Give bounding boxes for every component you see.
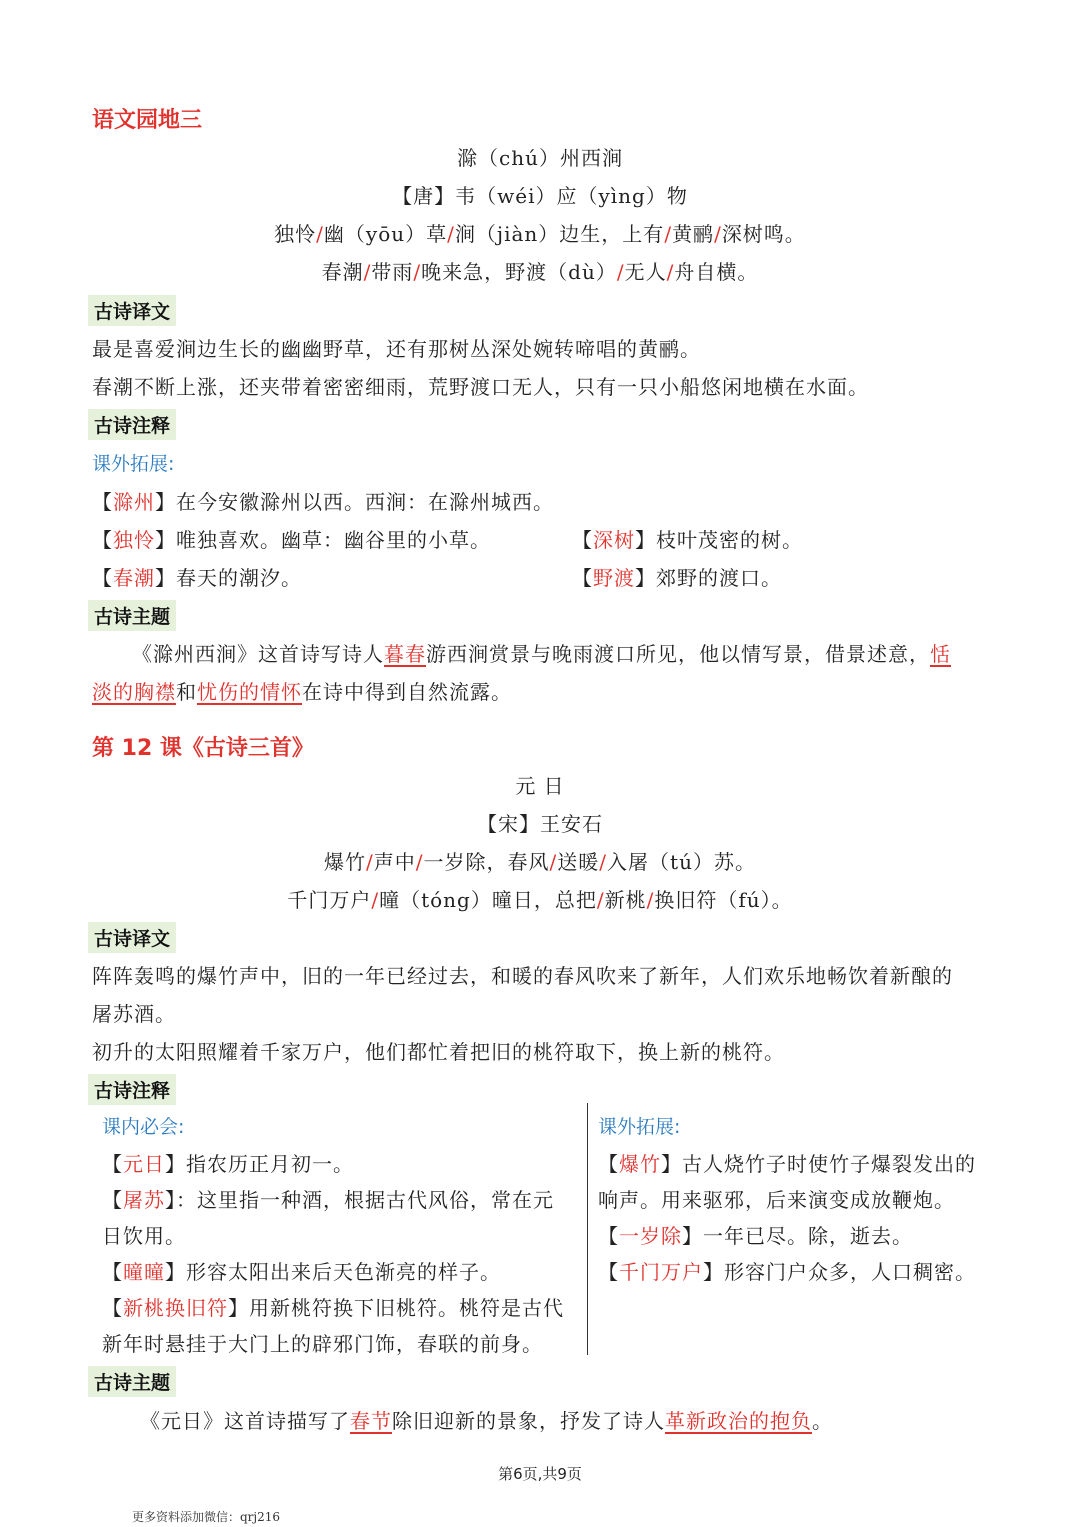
extra-label: 课外拓展: [92,453,175,475]
poem-line-1: 独怜/幽（yōu）草/涧（jiàn）边生，上有/黄鹂/深树鸣。 [274,222,806,246]
note-item: 【独怜】唯独喜欢。幽草：幽谷里的小草。 [92,528,491,552]
note-item: 【春潮】春天的潮汐。 [92,566,302,590]
translation-tag: 古诗译文 [88,295,176,326]
translation-line: 春潮不断上涨，还夹带着密密细雨，荒野渡口无人，只有一只小船悠闲地横在水面。 [92,375,869,399]
notes-tag: 古诗注释 [88,409,176,440]
poem-author: 【宋】王安石 [477,812,603,836]
note-item: 【新桃换旧符】用新桃符换下旧桃符。桃符是古代 [102,1296,564,1320]
note-continuation: 新年时悬挂于大门上的辟邪门饰，春联的前身。 [102,1332,543,1356]
note-item: 【一岁除】一年已尽。除，逝去。 [598,1224,913,1248]
note-item: 【深树】枝叶茂密的树。 [572,528,803,552]
note-item: 【滁州】在今安徽滁州以西。西涧：在滁州城西。 [92,490,554,514]
note-continuation: 响声。用来驱邪，后来演变成放鞭炮。 [598,1188,955,1212]
note-item: 【爆竹】古人烧竹子时使竹子爆裂发出的 [598,1152,976,1176]
note-item: 【野渡】郊野的渡口。 [572,566,782,590]
note-item: 【元日】指农历正月初一。 [102,1152,354,1176]
poem-author: 【唐】韦（wéi）应（yìng）物 [392,184,688,208]
poem-title: 滁（chú）州西涧 [457,146,623,170]
poem-title: 元 日 [515,774,565,798]
translation-line: 最是喜爱涧边生长的幽幽野草，还有那树丛深处婉转啼唱的黄鹂。 [92,337,701,361]
translation-line: 初升的太阳照耀着千家万户，他们都忙着把旧的桃符取下，换上新的桃符。 [92,1040,785,1064]
poem-line-1: 爆竹/声中/一岁除，春风/送暖/入屠（tú）苏。 [324,850,756,874]
theme-text: 《滁州西涧》这首诗写诗人暮春游西涧赏景与晚雨渡口所见，他以情写景，借景述意，恬 [132,642,951,666]
note-item: 【屠苏】：这里指一种酒，根据古代风俗，常在元 [102,1188,554,1212]
lesson-title: 第 12 课《古诗三首》 [92,736,314,761]
theme-text: 淡的胸襟和忧伤的情怀在诗中得到自然流露。 [92,680,512,704]
extra-label: 课外拓展: [598,1116,681,1138]
theme-tag: 古诗主题 [88,1366,176,1397]
theme-text: 《元日》这首诗描写了春节除旧迎新的景象，抒发了诗人革新政治的抱负。 [140,1409,833,1433]
inclass-label: 课内必会: [102,1116,185,1138]
footer-note: 更多资料添加微信：qrj216 [132,1510,281,1524]
column-divider [587,1103,588,1355]
note-item: 【曈曈】形容太阳出来后天色渐亮的样子。 [102,1260,501,1284]
note-continuation: 日饮用。 [102,1224,186,1248]
notes-tag: 古诗注释 [88,1074,176,1105]
translation-line: 屠苏酒。 [92,1002,176,1026]
page-number: 第6页,共9页 [498,1465,582,1483]
translation-line: 阵阵轰鸣的爆竹声中，旧的一年已经过去，和暖的春风吹来了新年，人们欢乐地畅饮着新酿的 [92,964,953,988]
theme-tag: 古诗主题 [88,600,176,631]
translation-tag: 古诗译文 [88,922,176,953]
poem-line-2: 春潮/带雨/晚来急，野渡（dù）/无人/舟自横。 [321,260,759,284]
note-item: 【千门万户】形容门户众多，人口稠密。 [598,1260,976,1284]
poem-line-2: 千门万户/曈（tóng）曈日，总把/新桃/换旧符（fú）。 [287,888,793,912]
section-title: 语文园地三 [92,108,203,133]
